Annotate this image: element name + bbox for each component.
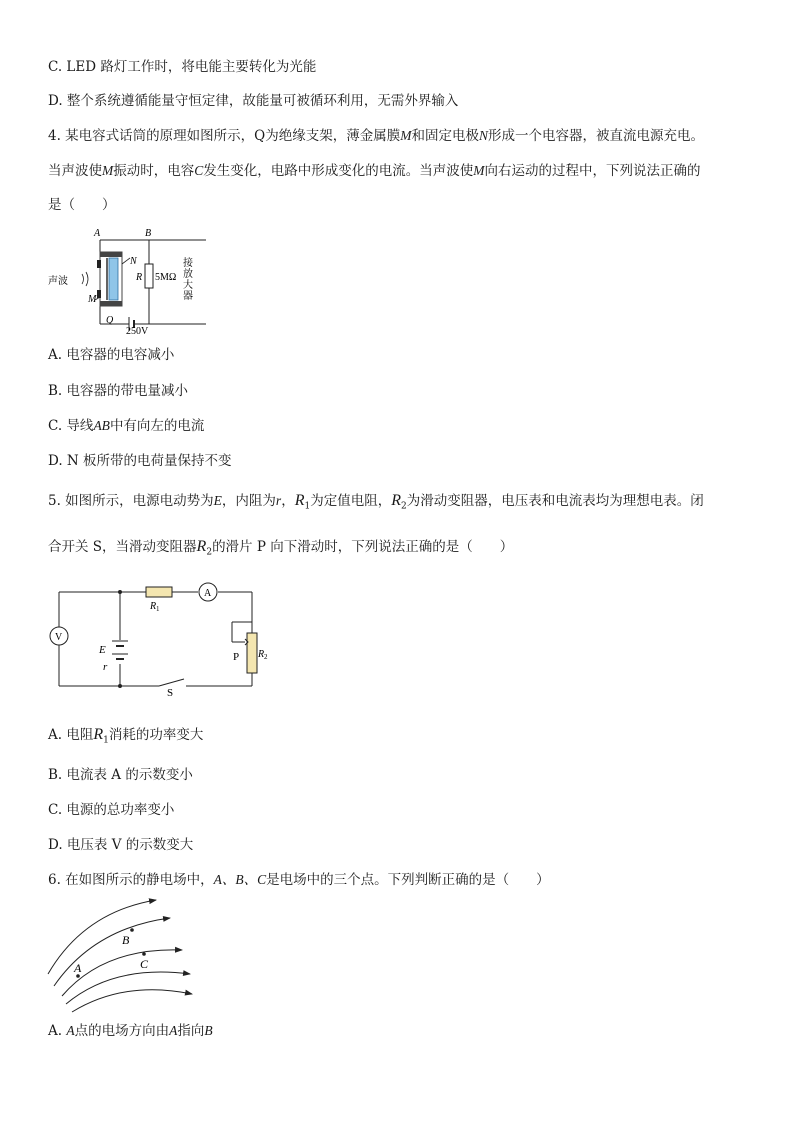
r2-subscript: 2 — [264, 653, 268, 661]
q5-option-a: A. 电阻$R_1$消耗的功率变大 — [48, 726, 204, 746]
q4-option-d: D. N 板所带的电荷量保持不变 — [48, 453, 232, 469]
q5-option-b: B. 电流表 A 的示数变小 — [48, 767, 193, 783]
label-m: M — [88, 294, 97, 305]
amplifier-char-1: 接 — [183, 258, 193, 269]
q5-option-c: C. 电源的总功率变小 — [48, 802, 175, 818]
q5-option-d: D. 电压表 V 的示数变大 — [48, 837, 194, 853]
label-a: A — [94, 228, 101, 239]
q3-option-c: C. LED 路灯工作时，将电能主要转化为光能 — [48, 59, 317, 75]
label-q: Q — [106, 315, 114, 326]
q6-electric-field-figure — [44, 892, 204, 1020]
switch-s-label: S — [167, 687, 174, 696]
amplifier-char-3: 大 — [183, 280, 193, 291]
label-r: R — [136, 272, 143, 283]
q5-circuit-figure — [44, 578, 268, 696]
q6-stem: 6. 在如图所示的静电场中，A、B、C是电场中的三个点。下列判断正确的是（ ） — [48, 872, 550, 888]
point-c-label: C — [140, 957, 149, 971]
voltmeter-label: V — [55, 632, 63, 643]
label-n: N — [130, 256, 137, 267]
label-b: B — [145, 228, 152, 239]
q5-stem-line1: 5. 如图所示，电源电动势为E，内阻为r，$R_1$为定值电阻，$R_2$为滑动变阻器，电压表和电流表均为理想电表。闭 — [48, 492, 704, 512]
q3-option-d: D. 整个系统遵循能量守恒定律，故能量可被循环利用，无需外界输入 — [48, 93, 459, 109]
r1-subscript: 1 — [156, 605, 160, 613]
r2-label: R — [258, 649, 265, 660]
amplifier-char-4: 器 — [183, 291, 193, 302]
q6-option-a: A. A点的电场方向由A指向B — [48, 1023, 213, 1039]
slider-p-label: P — [233, 651, 240, 663]
q4-microphone-circuit-figure — [44, 222, 214, 340]
q4-option-c: C. 导线AB中有向左的电流 — [48, 418, 205, 434]
internal-resistance-label: r — [103, 661, 108, 673]
ammeter-label: A — [204, 588, 212, 599]
q4-stem-line2: 当声波使M振动时，电容C发生变化，电路中形成变化的电流。当声波使M向右运动的过程中，下列说法正确的 — [48, 163, 701, 179]
q4-option-b: B. 电容器的带电量减小 — [48, 383, 189, 399]
q4-option-a: A. 电容器的电容减小 — [48, 347, 175, 363]
sound-wave-label: 声波 — [48, 276, 68, 287]
r1-label: R — [150, 601, 157, 612]
amplifier-char-2: 放 — [183, 269, 193, 280]
q5-stem-line2: 合开关 S，当滑动变阻器$R_2$的滑片 P 向下滑动时，下列说法正确的是（ ） — [48, 538, 514, 558]
emf-label: E — [99, 644, 106, 656]
resistance-label: 5MΩ — [155, 272, 177, 283]
q4-stem-line1: 4. 某电容式话筒的原理如图所示，Q为绝缘支架，薄金属膜M和固定电极N形成一个电容器，被直流电源充电。 — [48, 128, 705, 144]
q4-stem-line3: 是（ ） — [48, 197, 116, 213]
point-b-label: B — [122, 933, 130, 947]
voltage-label: 250V — [126, 326, 149, 337]
point-a-label: A — [74, 961, 82, 975]
